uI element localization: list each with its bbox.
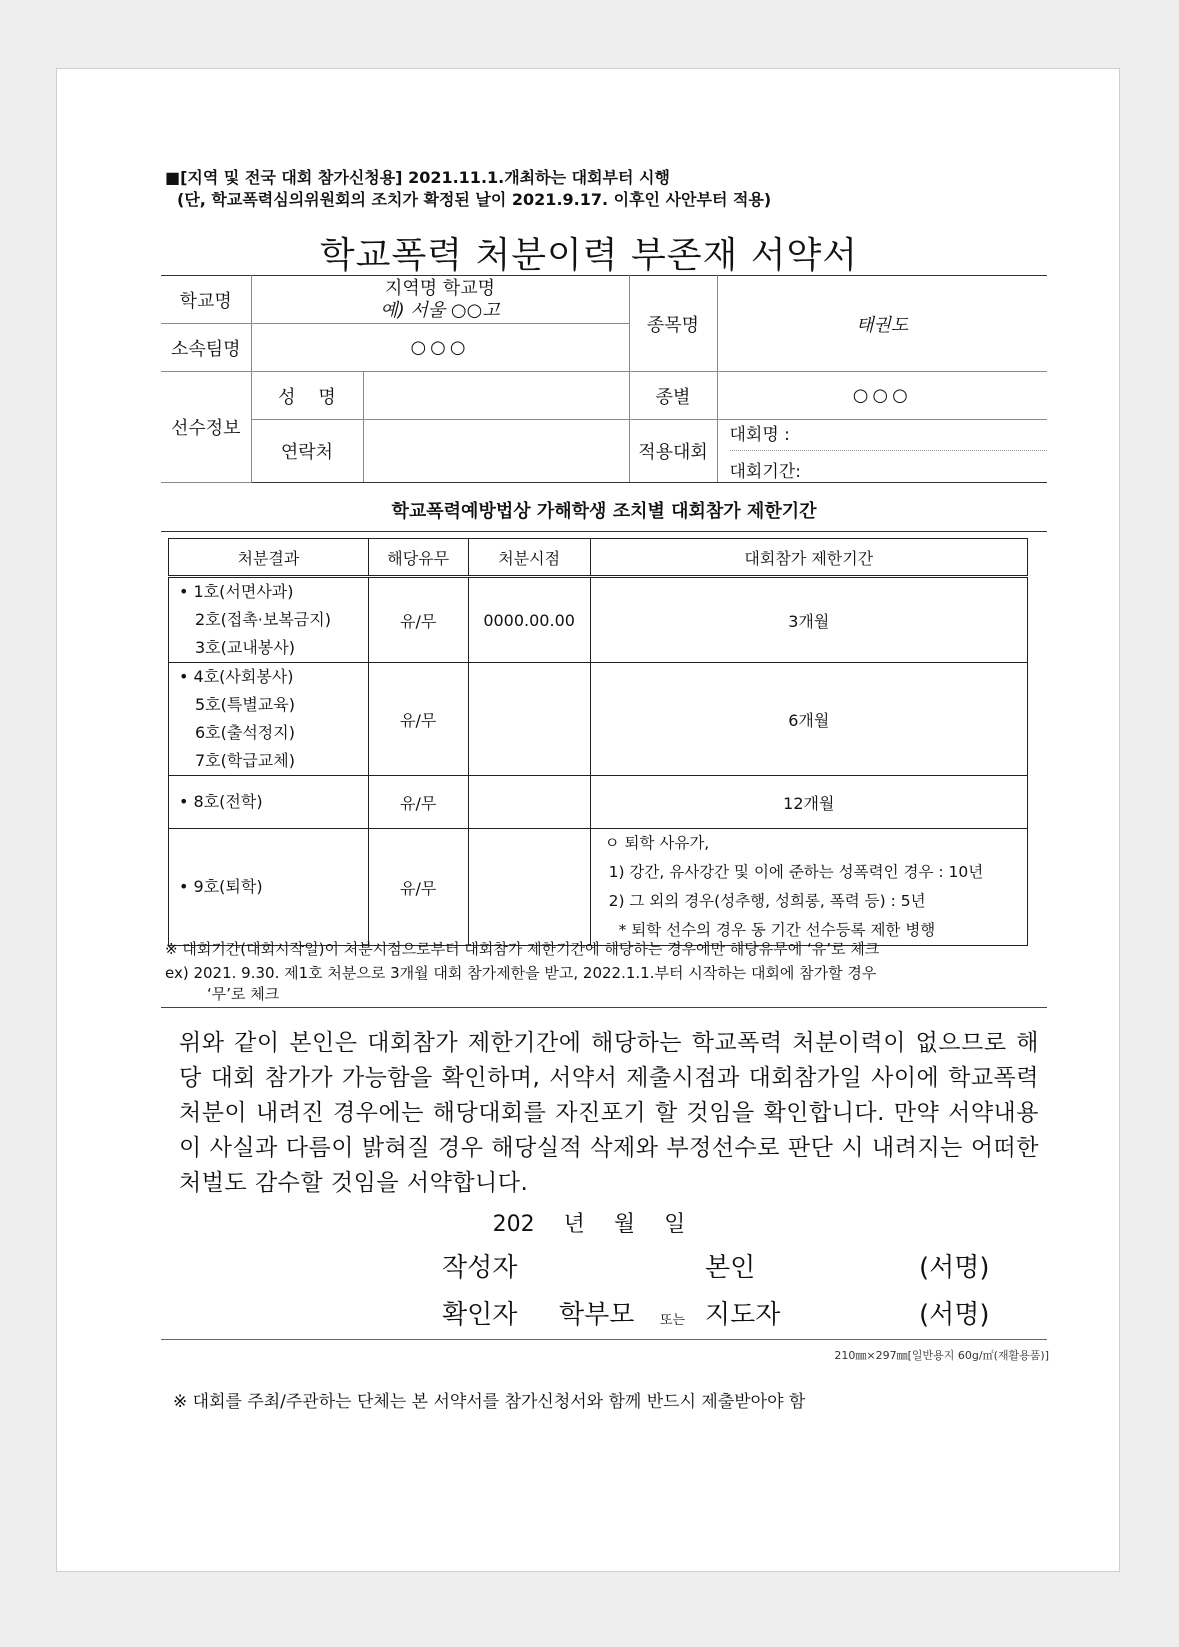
- applicable-cell[interactable]: 유/무: [368, 577, 468, 663]
- note-1: ※ 대회기간(대회시작일)이 처분시점으로부터 대회참가 제한기간에 해당하는 경우에만 해당유무에 ‘유’로 체크: [165, 940, 880, 958]
- sign-field-1[interactable]: (서명): [919, 1253, 990, 1283]
- applicable-cell[interactable]: 유/무: [368, 663, 468, 776]
- contact-value[interactable]: [363, 420, 629, 483]
- note-2: ex) 2021. 9.30. 제1호 처분으로 3개월 대회 참가제한을 받고, 2022.1.1.부터 시작하는 대회에 참가할 경우: [165, 964, 877, 982]
- name-label: 성 명: [251, 372, 363, 420]
- or-label: 또는: [660, 1313, 686, 1328]
- date-cell[interactable]: [468, 829, 590, 946]
- result-item: 2호(접촉·보복금지): [195, 610, 331, 629]
- penalty-table: [168, 538, 1028, 946]
- document-page: [56, 68, 1120, 1572]
- name-value[interactable]: [363, 372, 629, 420]
- period-cell: 6개월: [590, 663, 1027, 776]
- result-item: 3호(교내봉사): [195, 638, 295, 657]
- table-row: [169, 829, 1028, 946]
- coach-label: 지도자: [705, 1300, 781, 1330]
- player-info-label: 선수정보: [161, 372, 251, 483]
- period-line: ㅇ 퇴학 사유가,: [604, 834, 710, 852]
- table-row: [169, 577, 1028, 663]
- applicable-cell[interactable]: 유/무: [368, 776, 468, 829]
- event-value[interactable]: ○○○: [717, 372, 1047, 420]
- header-result: 처분결과: [169, 539, 369, 577]
- result-cell: [169, 577, 369, 663]
- confirmer-label: 확인자: [442, 1300, 518, 1330]
- table-row: [169, 663, 1028, 776]
- page-title: 학교폭력 처분이력 부존재 서약서: [319, 235, 859, 276]
- info-table: [161, 275, 1047, 483]
- competition-label: 적용대회: [629, 420, 717, 483]
- result-item: 6호(출석정지): [195, 723, 295, 742]
- result-item: • 1호(서면사과): [179, 582, 294, 601]
- writer-value: 본인: [705, 1253, 756, 1283]
- competition-period: 대회기간:: [729, 462, 801, 482]
- notice-line-2: (단, 학교폭력심의위원회의 조치가 확정된 날이 2021.9.17. 이후인 사안부터 적용): [177, 190, 772, 209]
- sport-label: 종목명: [629, 276, 717, 372]
- contact-label: 연락처: [251, 420, 363, 483]
- result-cell: • 8호(전학): [169, 776, 369, 829]
- result-cell: • 9호(퇴학): [169, 829, 369, 946]
- table-row: [169, 776, 1028, 829]
- period-cell-expulsion: [590, 829, 1027, 946]
- divider: [161, 1339, 1047, 1340]
- school-value-example: 예) 서울 ○○고: [380, 299, 500, 321]
- header-date: 처분시점: [468, 539, 590, 577]
- header-period: 대회참가 제한기간: [590, 539, 1027, 577]
- date-cell[interactable]: 0000.00.00: [468, 577, 590, 663]
- school-value-line1: 지역명 학교명: [384, 277, 496, 299]
- school-value[interactable]: [251, 276, 629, 324]
- competition-name: 대회명 :: [730, 420, 1048, 451]
- sport-value[interactable]: 태권도: [717, 276, 1047, 372]
- result-item: • 4호(사회봉사): [179, 667, 294, 686]
- applicable-cell[interactable]: 유/무: [368, 829, 468, 946]
- writer-label: 작성자: [442, 1253, 518, 1283]
- result-item: 5호(특별교육): [195, 695, 295, 714]
- parent-label: 학부모: [559, 1300, 635, 1330]
- team-label: 소속팀명: [161, 324, 251, 372]
- team-value[interactable]: ○○○: [251, 324, 629, 372]
- date-line[interactable]: 202 년 월 일: [492, 1212, 686, 1237]
- pledge-text: 위와 같이 본인은 대회참가 제한기간에 해당하는 학교폭력 처분이력이 없으므로 해당 대회 참가가 가능함을 확인하며, 서약서 제출시점과 대회참가일 사이에 학교폭력 처분이 내려진 경우에는 해당대회를 자진포기 할 것임을 확인합니다. 만약 서약내용이 사실과 다름이 밝혀질 경우 해당실적 삭제와 부정선수로 판단 시 내려지는 어떠한 처벌도 감수할 것임을 서약합니다.: [179, 1030, 1039, 1196]
- date-cell[interactable]: [468, 663, 590, 776]
- period-cell: 12개월: [590, 776, 1027, 829]
- divider: [161, 1007, 1047, 1008]
- header-applicable: 해당유무: [368, 539, 468, 577]
- result-cell: [169, 663, 369, 776]
- school-label: 학교명: [161, 276, 251, 324]
- period-line: 1) 강간, 유사강간 및 이에 준하는 성폭력인 경우 : 10년: [608, 863, 984, 881]
- result-item: 7호(학급교체): [195, 751, 295, 770]
- event-label: 종별: [629, 372, 717, 420]
- final-note: ※ 대회를 주최/주관하는 단체는 본 서약서를 참가신청서와 함께 반드시 제출받아야 함: [173, 1392, 806, 1412]
- notice-line-1: ■[지역 및 전국 대회 참가신청용] 2021.11.1.개최하는 대회부터 시행: [165, 168, 670, 187]
- period-line: * 퇴학 선수의 경우 동 기간 선수등록 제한 병행: [618, 921, 936, 939]
- note-3: ‘무’로 체크: [207, 985, 280, 1003]
- date-cell[interactable]: [468, 776, 590, 829]
- sign-field-2[interactable]: (서명): [919, 1300, 990, 1330]
- period-line: 2) 그 외의 경우(성추행, 성희롱, 폭력 등) : 5년: [608, 892, 926, 910]
- paper-size: 210㎜×297㎜[일반용지 60g/㎡(재활용품)]: [834, 1349, 1049, 1362]
- penalty-subtitle: 학교폭력예방법상 가해학생 조치별 대회참가 제한기간: [161, 493, 1047, 532]
- competition-value[interactable]: [717, 420, 1047, 483]
- period-cell: 3개월: [590, 577, 1027, 663]
